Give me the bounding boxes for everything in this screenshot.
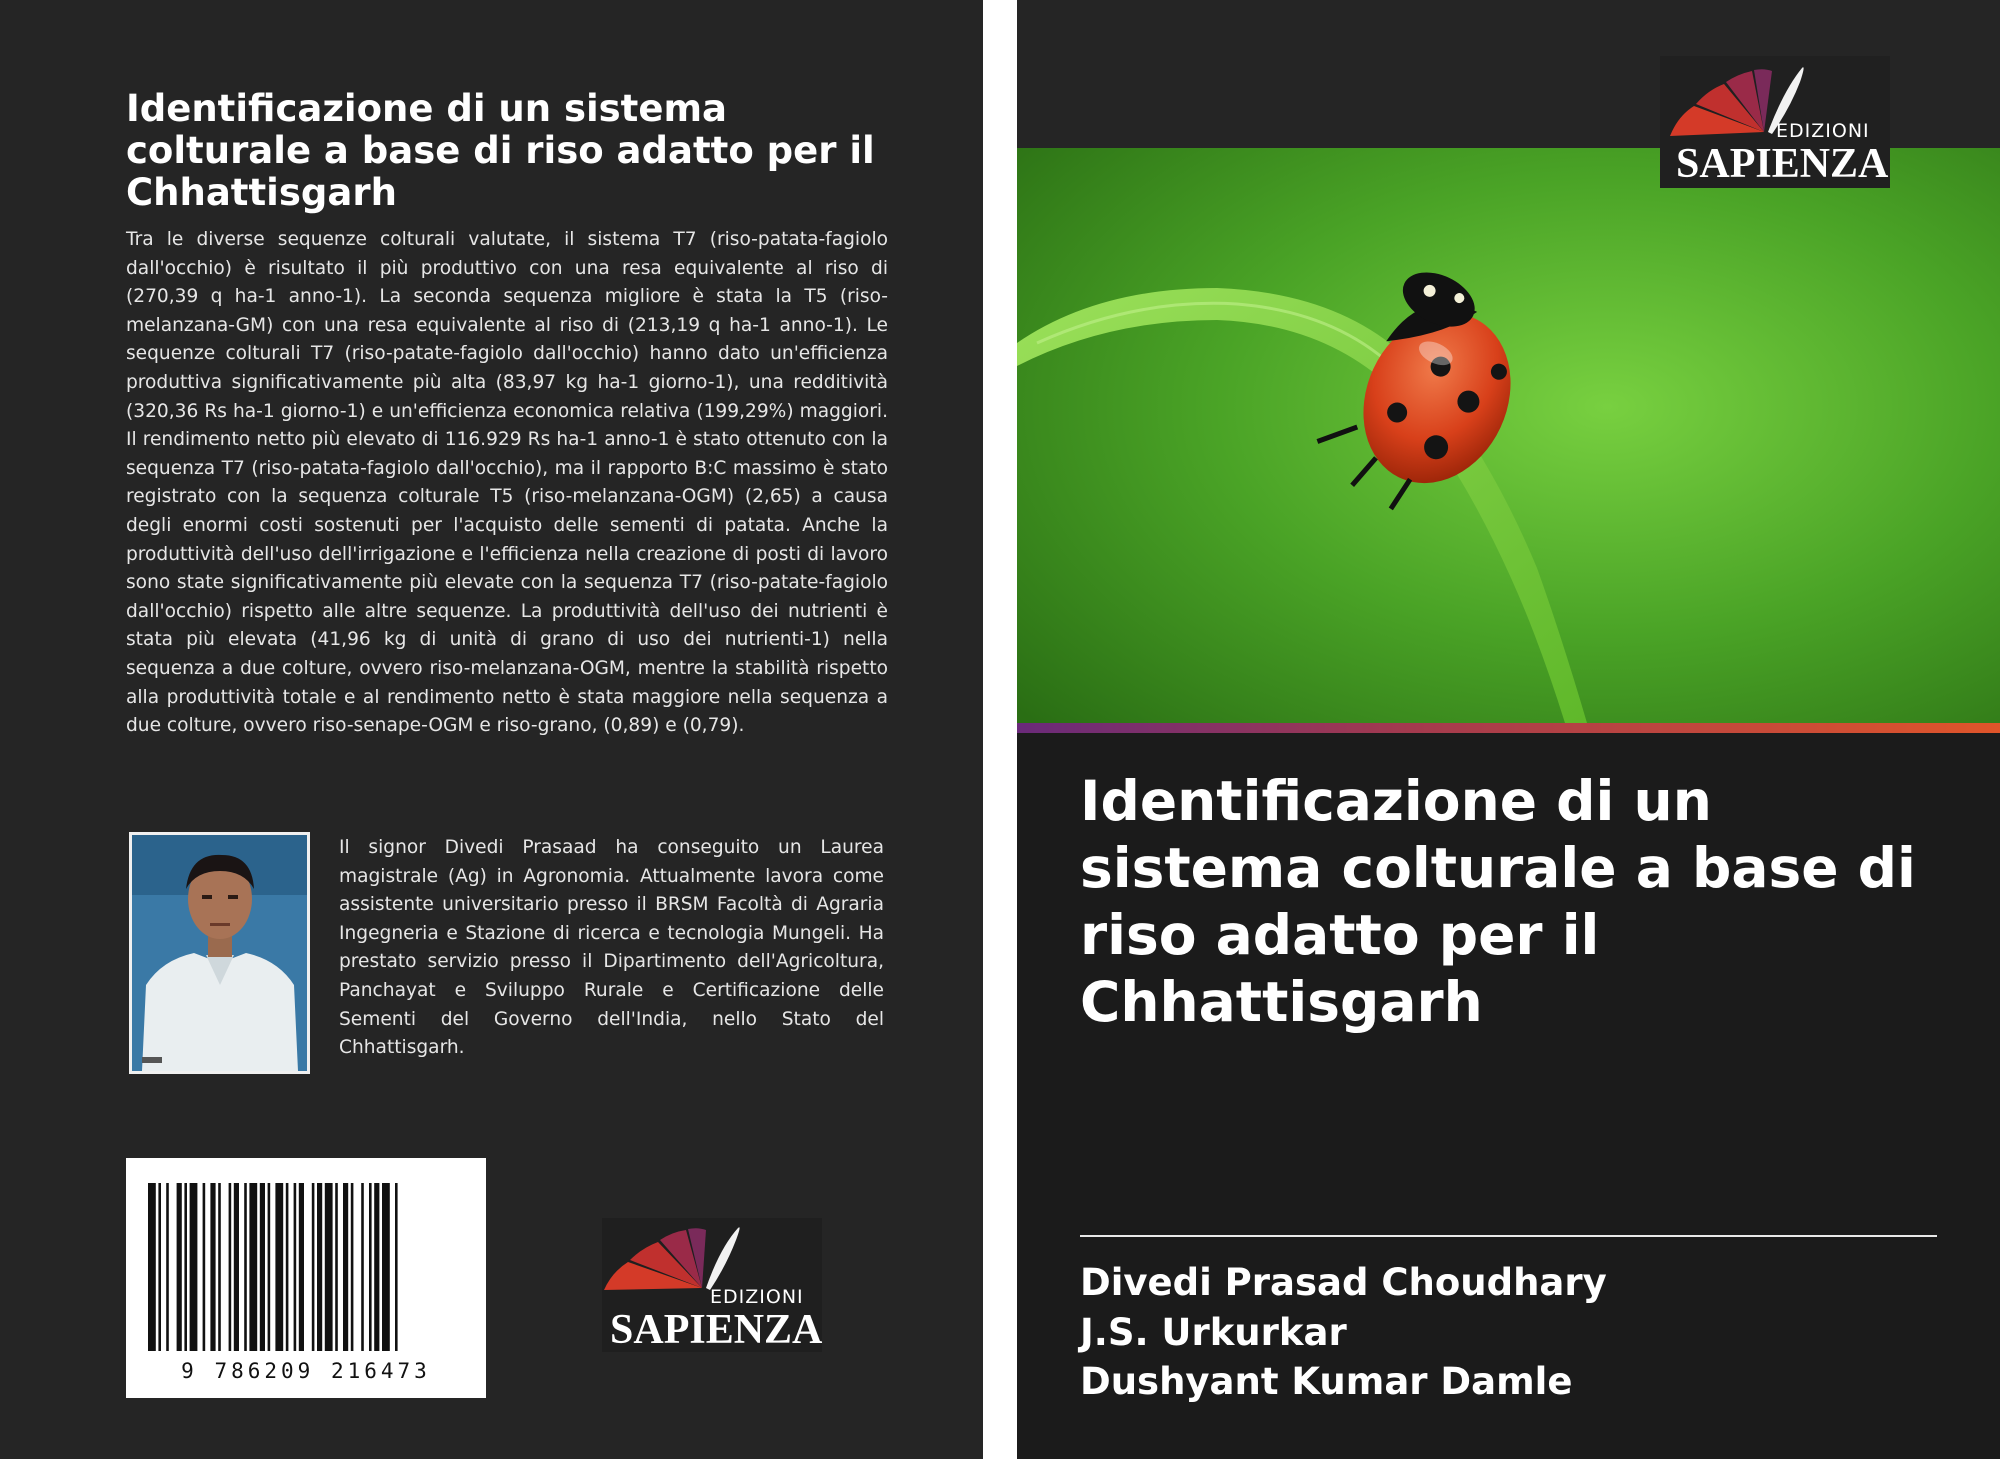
author-bio: Il signor Divedi Prasaad ha conseguito un Laurea magistrale (Ag) in Agronomia. Attualmente lavora come assistente universitario presso il BRSM Facoltà di Agraria Ingegneria e Stazione di ricerca e tecnologia Mungeli. Ha prestato servizio presso il Dipartimento dell'Agricoltura, Panchayat e Sviluppo Rurale e Certificazione delle Sementi del Governo dell'India, nello Stato del Chhattisgarh. — [339, 837, 884, 1059]
author-name: Divedi Prasad Choudhary — [1080, 1261, 1607, 1304]
back-publisher-logo — [602, 1218, 822, 1352]
publisher-big-text: SAPIENZA — [610, 1307, 823, 1353]
barcode-bars — [126, 1158, 486, 1398]
publisher-small-text: EDIZIONI — [710, 1286, 804, 1308]
cover-photo-ladybug — [1017, 148, 2000, 723]
ladybug-on-grass-image — [1017, 148, 2000, 723]
publisher-big-text: SAPIENZA — [1676, 141, 1889, 187]
front-cover — [1017, 0, 2000, 1459]
front-cover-title: Identificazione di un sistema colturale a base di riso adatto per il Chhattisgarh — [1080, 769, 1916, 1034]
spine — [983, 0, 1017, 1459]
author-name: Dushyant Kumar Damle — [1080, 1360, 1573, 1403]
color-stripe — [1017, 723, 2000, 733]
back-cover-title: Identificazione di un sistema colturale a base di riso adatto per il Chhattisgarh — [126, 87, 875, 214]
publisher-small-text: EDIZIONI — [1776, 120, 1870, 142]
isbn-digits: 9 786209 216473 — [181, 1359, 431, 1383]
author-list — [1080, 1258, 1607, 1407]
back-cover — [0, 0, 983, 1459]
author-portrait-image — [132, 835, 307, 1071]
author-name: J.S. Urkurkar — [1080, 1310, 1347, 1354]
front-publisher-logo — [1660, 56, 1890, 188]
author-photo — [129, 832, 310, 1074]
back-cover-summary: Tra le diverse sequenze colturali valutate, il sistema T7 (riso-patata-fagiolo dall'occhio) è risultato il più produttivo con una resa equivalente al riso di (270,39 q ha-1 anno-1). La seconda sequenza migliore è stata la T5 (riso-melanzana-GM) con una resa equivalente al riso di (213,19 q ha-1 anno-1). Le sequenze colturali T7 (riso-patate-fagiolo dall'occhio) hanno dato un'efficienza produttiva significativamente più alta (83,97 kg ha-1 giorno-1), una redditività (320,36 Rs ha-1 giorno-1) e un'efficienza economica relativa (199,29%) maggiori. Il rendimento netto più elevato di 116.929 Rs ha-1 anno-1 è stato ottenuto con la sequenza T7 (riso-patata-fagiolo dall'occhio), ma il rapporto B:C massimo è stato registrato con la sequenza colturale T5 (riso-melanzana-OGM) (2,65) a causa degli enormi costi sostenuti per l'acquisto delle sementi di patata. Anche la produttività dell'uso dell'irrigazione e l'efficienza nella creazione di posti di lavoro sono state significativamente più elevate con la sequenza T7 (riso-patate-fagiolo dall'occhio) rispetto alle altre sequenze. La produttività dell'uso dei nutrienti è stata più elevata (41,96 kg di unità di grano di uso dei nutrienti-1) nella sequenza a due colture, ovvero riso-melanzana-OGM, mentre la stabilità rispetto alla produttività totale e al rendimento netto è stata maggiore nella sequenza a due colture, ovvero riso-senape-OGM e riso-grano, (0,89) e (0,79). — [126, 229, 888, 737]
isbn-barcode — [126, 1158, 486, 1398]
divider-rule — [1080, 1235, 1937, 1237]
